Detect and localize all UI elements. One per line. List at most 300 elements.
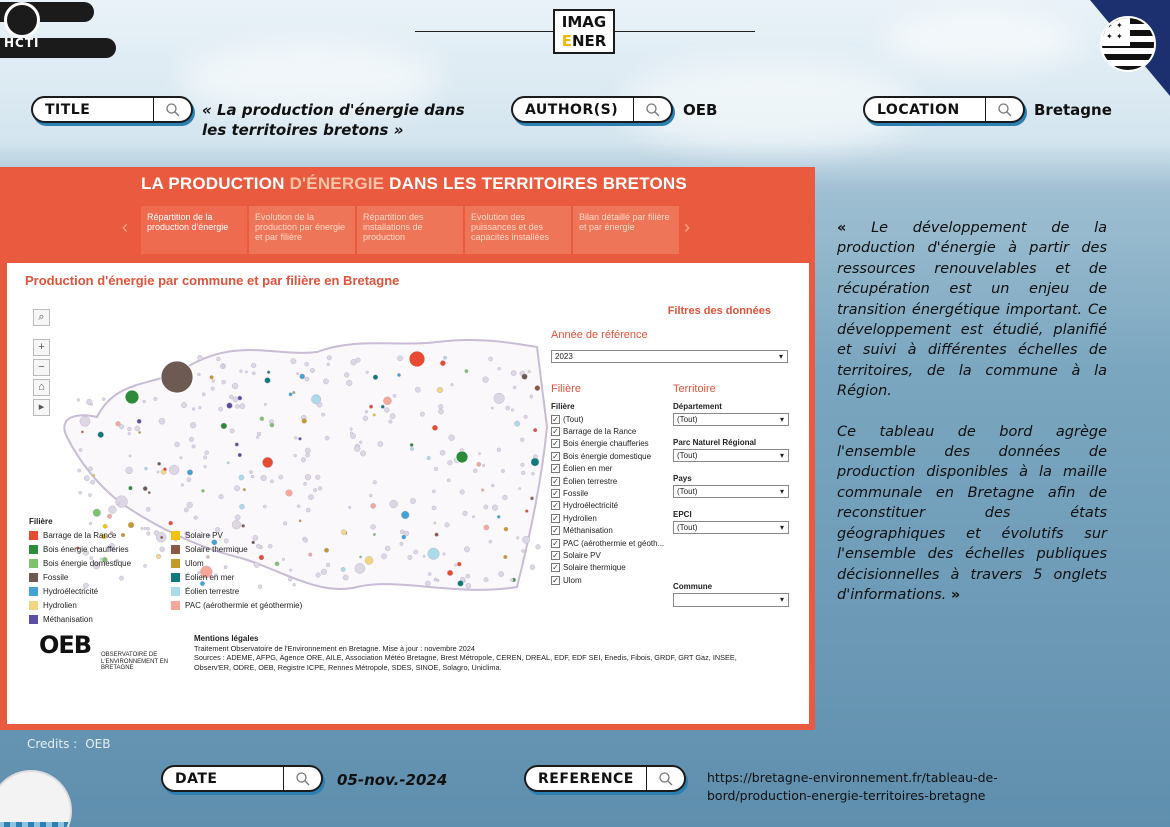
commune-dot[interactable]: [197, 373, 200, 376]
reference-field[interactable]: [524, 765, 686, 792]
commune-dot[interactable]: [457, 562, 461, 566]
commune-dot[interactable]: [351, 433, 356, 438]
commune-dot[interactable]: [256, 436, 259, 439]
commune-dot[interactable]: [341, 567, 345, 571]
commune-dot[interactable]: [90, 403, 92, 405]
search-icon[interactable]: [633, 98, 671, 121]
checkbox-checked-icon[interactable]: ✓: [552, 489, 559, 499]
filiere-checkbox-item[interactable]: [551, 450, 673, 462]
commune-dot[interactable]: [522, 536, 529, 543]
commune-dot[interactable]: [530, 565, 535, 570]
commune-dot[interactable]: [327, 363, 330, 366]
commune-dot[interactable]: [434, 522, 436, 524]
commune-dot[interactable]: [536, 544, 541, 549]
commune-dot[interactable]: [235, 443, 239, 447]
commune-dot[interactable]: [465, 369, 469, 373]
commune-dot[interactable]: [518, 487, 521, 490]
commune-dot[interactable]: [303, 482, 306, 485]
tab-evolution-production[interactable]: Evolution de la production par énergie et par filière: [249, 206, 355, 254]
commune-dot-large[interactable]: [125, 390, 139, 404]
commune-dot[interactable]: [80, 416, 90, 426]
commune-dot[interactable]: [264, 403, 267, 406]
commune-dot[interactable]: [270, 480, 273, 483]
pays-select[interactable]: (Tout) ▾: [673, 485, 789, 498]
commune-dot[interactable]: [438, 409, 443, 414]
commune-dot[interactable]: [187, 470, 193, 476]
commune-dot[interactable]: [432, 490, 435, 493]
commune-dot[interactable]: [310, 368, 315, 373]
commune-dot[interactable]: [489, 357, 493, 361]
commune-dot[interactable]: [311, 394, 321, 404]
commune-dot[interactable]: [499, 571, 504, 576]
commune-dot[interactable]: [397, 373, 400, 376]
commune-dot[interactable]: [251, 363, 256, 368]
commune-dot[interactable]: [484, 505, 488, 509]
commune-dot[interactable]: [181, 402, 187, 408]
commune-dot[interactable]: [198, 355, 203, 360]
commune-dot[interactable]: [530, 395, 533, 398]
commune-dot[interactable]: [350, 428, 353, 431]
commune-dot[interactable]: [296, 373, 299, 376]
commune-dot[interactable]: [202, 393, 205, 396]
commune-dot[interactable]: [240, 403, 245, 408]
commune-dot[interactable]: [460, 490, 465, 495]
commune-dot[interactable]: [126, 467, 133, 474]
search-map-icon[interactable]: ⌕: [33, 309, 50, 326]
commune-dot[interactable]: [390, 414, 395, 419]
commune-dot[interactable]: [533, 428, 537, 432]
commune-dot[interactable]: [313, 488, 316, 491]
checkbox-checked-icon[interactable]: ✓: [552, 501, 559, 511]
commune-dot[interactable]: [522, 374, 528, 380]
commune-dot[interactable]: [531, 472, 534, 475]
filiere-checkbox-item[interactable]: [551, 512, 673, 524]
commune-dot[interactable]: [143, 400, 146, 403]
commune-dot[interactable]: [359, 556, 361, 558]
commune-dot[interactable]: [138, 431, 140, 433]
commune-dot[interactable]: [477, 462, 481, 466]
commune-dot[interactable]: [128, 486, 132, 490]
commune-dot[interactable]: [180, 457, 183, 460]
commune-dot[interactable]: [381, 554, 386, 559]
commune-dot[interactable]: [494, 393, 505, 404]
commune-dot[interactable]: [204, 465, 207, 468]
commune-dot[interactable]: [302, 419, 307, 424]
commune-dot[interactable]: [400, 542, 403, 545]
commune-dot[interactable]: [443, 553, 446, 556]
commune-dot[interactable]: [235, 404, 239, 408]
checkbox-checked-icon[interactable]: ✓: [552, 563, 559, 573]
commune-dot[interactable]: [286, 490, 293, 497]
commune-dot[interactable]: [437, 387, 443, 393]
commune-dot[interactable]: [327, 355, 332, 360]
commune-dot[interactable]: [371, 503, 376, 508]
commune-dot[interactable]: [227, 403, 233, 409]
checkbox-checked-icon[interactable]: ✓: [552, 451, 559, 461]
commune-dot[interactable]: [146, 507, 150, 511]
year-select[interactable]: 2023 ▾: [551, 350, 788, 363]
commune-dot[interactable]: [229, 395, 233, 399]
commune-dot[interactable]: [189, 437, 194, 442]
commune-dot[interactable]: [385, 546, 390, 551]
commune-dot[interactable]: [192, 408, 195, 411]
epci-select[interactable]: (Tout) ▾: [673, 521, 789, 534]
chevron-right-icon[interactable]: ›: [684, 217, 690, 237]
commune-dot[interactable]: [443, 356, 446, 359]
commune-dot[interactable]: [292, 391, 295, 394]
commune-dot[interactable]: [355, 563, 365, 573]
commune-dot[interactable]: [410, 498, 415, 503]
commune-dot[interactable]: [440, 450, 445, 455]
commune-dot[interactable]: [381, 405, 384, 408]
commune-dot[interactable]: [270, 423, 274, 427]
commune-dot[interactable]: [137, 419, 141, 423]
commune-dot[interactable]: [77, 398, 80, 401]
commune-dot[interactable]: [473, 469, 477, 473]
commune-dot[interactable]: [289, 393, 292, 396]
commune-dot[interactable]: [448, 460, 453, 465]
search-icon[interactable]: [283, 767, 321, 790]
checkbox-checked-icon[interactable]: ✓: [552, 414, 559, 424]
commune-dot[interactable]: [79, 491, 82, 494]
date-field[interactable]: [161, 765, 323, 792]
commune-dot[interactable]: [84, 476, 89, 481]
search-icon[interactable]: [985, 98, 1023, 121]
commune-dot[interactable]: [447, 570, 453, 576]
commune-dot[interactable]: [464, 547, 470, 553]
commune-dot[interactable]: [222, 364, 225, 367]
commune-dot[interactable]: [492, 505, 498, 511]
author-field[interactable]: [511, 96, 673, 123]
commune-dot[interactable]: [218, 407, 222, 411]
commune-dot[interactable]: [356, 358, 361, 363]
commune-dot[interactable]: [521, 463, 525, 467]
commune-dot[interactable]: [297, 505, 300, 508]
commune-dot[interactable]: [447, 479, 450, 482]
commune-dot[interactable]: [341, 530, 346, 535]
commune-dot-large[interactable]: [456, 451, 468, 463]
commune-dot[interactable]: [300, 374, 305, 379]
commune-dot[interactable]: [148, 491, 151, 494]
commune-dot[interactable]: [169, 465, 179, 475]
commune-dot[interactable]: [203, 456, 207, 460]
commune-dot[interactable]: [530, 497, 533, 500]
commune-dot[interactable]: [240, 370, 243, 373]
commune-dot[interactable]: [432, 506, 436, 510]
commune-dot[interactable]: [205, 451, 209, 455]
commune-dot[interactable]: [428, 572, 431, 575]
commune-dot[interactable]: [187, 478, 191, 482]
commune-dot[interactable]: [384, 407, 389, 412]
commune-dot[interactable]: [354, 446, 360, 452]
checkbox-checked-icon[interactable]: ✓: [552, 476, 559, 486]
filiere-checkbox-item[interactable]: [551, 413, 673, 425]
commune-dot[interactable]: [305, 448, 310, 453]
commune-dot[interactable]: [243, 488, 246, 491]
commune-dot[interactable]: [410, 447, 413, 450]
commune-dot[interactable]: [482, 464, 485, 467]
commune-dot[interactable]: [466, 574, 470, 578]
commune-dot[interactable]: [344, 372, 349, 377]
commune-dot[interactable]: [531, 458, 539, 466]
commune-dot[interactable]: [483, 377, 489, 383]
commune-dot[interactable]: [521, 471, 525, 475]
commune-dot[interactable]: [451, 383, 454, 386]
commune-dot[interactable]: [261, 475, 267, 481]
commune-dot[interactable]: [365, 410, 368, 413]
commune-dot[interactable]: [239, 504, 244, 509]
commune-dot[interactable]: [238, 396, 242, 400]
commune-dot[interactable]: [466, 583, 471, 588]
commune-dot[interactable]: [102, 398, 105, 401]
commune-dot[interactable]: [503, 555, 507, 559]
commune-dot[interactable]: [212, 380, 215, 383]
commune-dot[interactable]: [128, 432, 131, 435]
tab-repartition-installations[interactable]: Répartition des installations de production: [357, 206, 463, 254]
commune-dot[interactable]: [294, 436, 297, 439]
commune-dot[interactable]: [510, 578, 513, 581]
commune-dot[interactable]: [201, 489, 204, 492]
commune-dot[interactable]: [489, 540, 492, 543]
commune-dot[interactable]: [265, 378, 271, 384]
commune-dot[interactable]: [454, 564, 457, 567]
commune-dot[interactable]: [400, 530, 404, 534]
commune-dot[interactable]: [257, 432, 261, 436]
commune-dot[interactable]: [249, 470, 252, 473]
commune-dot[interactable]: [279, 475, 283, 479]
commune-dot[interactable]: [251, 475, 254, 478]
commune-dot[interactable]: [365, 556, 373, 564]
checkbox-checked-icon[interactable]: ✓: [552, 526, 559, 536]
commune-dot[interactable]: [90, 480, 95, 485]
filiere-checkbox-item[interactable]: [551, 487, 673, 499]
commune-dot[interactable]: [440, 360, 445, 365]
commune-dot[interactable]: [481, 489, 484, 492]
commune-dot[interactable]: [135, 426, 140, 431]
commune-dot[interactable]: [458, 580, 464, 586]
commune-dot[interactable]: [79, 448, 82, 451]
commune-dot[interactable]: [520, 438, 524, 442]
commune-dot-large[interactable]: [161, 361, 193, 393]
commune-dot[interactable]: [348, 506, 351, 509]
commune-dot[interactable]: [88, 493, 91, 496]
commune-dot[interactable]: [211, 387, 214, 390]
commune-dot[interactable]: [210, 375, 214, 379]
commune-dot[interactable]: [175, 442, 180, 447]
commune-dot[interactable]: [119, 424, 124, 429]
commune-dot[interactable]: [184, 508, 188, 512]
commune-dot[interactable]: [315, 475, 320, 480]
commune-dot[interactable]: [306, 453, 310, 457]
filiere-checkbox-item[interactable]: [551, 537, 673, 549]
commune-dot[interactable]: [252, 372, 255, 375]
commune-dot[interactable]: [192, 445, 196, 449]
chevron-left-icon[interactable]: ‹: [122, 217, 128, 237]
commune-dot[interactable]: [318, 486, 322, 490]
commune-dot[interactable]: [181, 483, 184, 486]
commune-dot[interactable]: [378, 441, 383, 446]
commune-dot-large[interactable]: [409, 351, 425, 367]
commune-dot[interactable]: [484, 525, 489, 530]
commune-dot[interactable]: [143, 486, 147, 490]
commune-dot[interactable]: [359, 441, 362, 444]
commune-dot[interactable]: [159, 418, 165, 424]
commune-dot[interactable]: [404, 531, 409, 536]
commune-dot[interactable]: [306, 508, 310, 512]
title-field[interactable]: [31, 96, 193, 123]
commune-dot[interactable]: [88, 467, 92, 471]
commune-dot[interactable]: [129, 455, 132, 458]
checkbox-checked-icon[interactable]: ✓: [552, 550, 559, 560]
commune-dot[interactable]: [408, 555, 412, 559]
play-icon[interactable]: ▸: [33, 399, 50, 416]
commune-dot[interactable]: [445, 523, 450, 528]
filiere-checkbox-item[interactable]: [551, 475, 673, 487]
commune-dot[interactable]: [506, 406, 510, 410]
filiere-checkbox-item[interactable]: [551, 463, 673, 475]
commune-dot[interactable]: [98, 432, 104, 438]
commune-dot[interactable]: [109, 506, 117, 514]
commune-dot[interactable]: [233, 397, 238, 402]
commune-dot[interactable]: [163, 468, 166, 471]
commune-dot[interactable]: [93, 509, 101, 517]
zoom-in-icon[interactable]: +: [33, 339, 50, 356]
commune-dot[interactable]: [373, 375, 378, 380]
commune-dot[interactable]: [435, 533, 439, 537]
commune-dot[interactable]: [230, 429, 234, 433]
commune-dot[interactable]: [221, 423, 227, 429]
commune-dot[interactable]: [363, 416, 368, 421]
commune-dot[interactable]: [116, 496, 128, 508]
commune-dot[interactable]: [504, 527, 508, 531]
commune-dot[interactable]: [524, 415, 528, 419]
commune-dot[interactable]: [432, 425, 437, 430]
commune-dot[interactable]: [81, 431, 83, 433]
commune-dot[interactable]: [449, 435, 455, 441]
commune-dot[interactable]: [222, 380, 226, 384]
commune-dot[interactable]: [414, 550, 418, 554]
commune-dot[interactable]: [502, 495, 507, 500]
commune-dot[interactable]: [360, 451, 366, 457]
tab-evolution-puissances[interactable]: Evolution des puissances et des capacités installées: [465, 206, 571, 254]
commune-dot[interactable]: [232, 383, 238, 389]
commune-dot[interactable]: [321, 413, 324, 416]
commune-dot[interactable]: [263, 505, 266, 508]
commune-dot[interactable]: [267, 371, 270, 374]
commune-dot[interactable]: [390, 500, 398, 508]
commune-dot[interactable]: [305, 377, 309, 381]
zoom-out-icon[interactable]: −: [33, 359, 50, 376]
checkbox-checked-icon[interactable]: ✓: [552, 538, 559, 548]
commune-dot[interactable]: [298, 437, 301, 440]
filiere-checkbox-item[interactable]: [551, 562, 673, 574]
commune-dot[interactable]: [262, 457, 272, 467]
location-field[interactable]: [863, 96, 1025, 123]
commune-dot[interactable]: [521, 549, 524, 552]
commune-dot[interactable]: [478, 452, 480, 454]
commune-dot[interactable]: [428, 548, 440, 560]
commune-dot[interactable]: [472, 516, 475, 519]
commune-dot[interactable]: [511, 370, 516, 375]
commune-dot[interactable]: [501, 469, 504, 472]
commune-dot[interactable]: [401, 511, 409, 519]
filiere-checkbox-item[interactable]: [551, 425, 673, 437]
tab-bilan-detaille[interactable]: Bilan détaillé par filière et par énergie: [573, 206, 679, 254]
commune-dot[interactable]: [389, 420, 393, 424]
commune-input[interactable]: [673, 593, 789, 607]
commune-dot[interactable]: [415, 387, 420, 392]
commune-dot[interactable]: [497, 515, 500, 518]
commune-dot[interactable]: [437, 579, 440, 582]
commune-dot[interactable]: [245, 371, 247, 373]
commune-dot[interactable]: [157, 471, 160, 474]
commune-dot[interactable]: [238, 453, 242, 457]
reference-url[interactable]: https://bretagne-environnement.fr/tableau-de- bord/production-energie-territoires-bretagne: [707, 770, 998, 803]
commune-dot[interactable]: [427, 456, 431, 460]
checkbox-checked-icon[interactable]: ✓: [552, 575, 559, 585]
commune-dot[interactable]: [369, 494, 372, 497]
commune-dot[interactable]: [305, 362, 309, 366]
commune-dot[interactable]: [305, 474, 311, 480]
commune-dot[interactable]: [491, 484, 494, 487]
filiere-checkbox-item[interactable]: [551, 574, 673, 586]
commune-dot[interactable]: [117, 502, 120, 505]
home-icon[interactable]: ⌂: [33, 379, 50, 396]
departement-select[interactable]: (Tout) ▾: [673, 413, 789, 426]
commune-dot[interactable]: [397, 356, 402, 361]
commune-dot[interactable]: [216, 357, 220, 361]
commune-dot[interactable]: [366, 371, 369, 374]
commune-dot[interactable]: [301, 457, 306, 462]
commune-dot[interactable]: [535, 385, 540, 390]
commune-dot[interactable]: [294, 454, 297, 457]
checkbox-checked-icon[interactable]: ✓: [552, 464, 559, 474]
commune-dot[interactable]: [157, 462, 160, 465]
commune-dot[interactable]: [423, 555, 425, 557]
commune-dot[interactable]: [425, 581, 430, 586]
commune-dot[interactable]: [343, 575, 348, 580]
commune-dot[interactable]: [227, 462, 229, 464]
commune-dot[interactable]: [323, 379, 328, 384]
search-icon[interactable]: [646, 767, 684, 790]
commune-dot[interactable]: [371, 524, 376, 529]
commune-dot[interactable]: [497, 448, 501, 452]
commune-dot[interactable]: [525, 510, 528, 513]
commune-dot[interactable]: [92, 474, 95, 477]
commune-dot[interactable]: [420, 412, 425, 417]
commune-dot[interactable]: [346, 380, 352, 386]
commune-dot[interactable]: [498, 367, 501, 370]
commune-dot[interactable]: [154, 397, 158, 401]
checkbox-checked-icon[interactable]: ✓: [552, 439, 559, 449]
filiere-checkbox-item[interactable]: [551, 525, 673, 537]
pnr-select[interactable]: (Tout) ▾: [673, 449, 789, 462]
checkbox-checked-icon[interactable]: ✓: [552, 427, 559, 437]
commune-dot[interactable]: [187, 502, 193, 508]
filiere-checkbox-item[interactable]: [551, 549, 673, 561]
commune-dot[interactable]: [383, 397, 391, 405]
filiere-checkbox-item[interactable]: [551, 500, 673, 512]
commune-dot[interactable]: [198, 406, 201, 409]
commune-dot[interactable]: [308, 494, 313, 499]
commune-dot[interactable]: [528, 370, 531, 373]
commune-dot[interactable]: [491, 407, 493, 409]
commune-dot[interactable]: [260, 417, 264, 421]
commune-dot[interactable]: [144, 467, 147, 470]
commune-dot[interactable]: [410, 443, 413, 446]
commune-dot[interactable]: [219, 494, 224, 499]
commune-dot[interactable]: [369, 405, 373, 409]
